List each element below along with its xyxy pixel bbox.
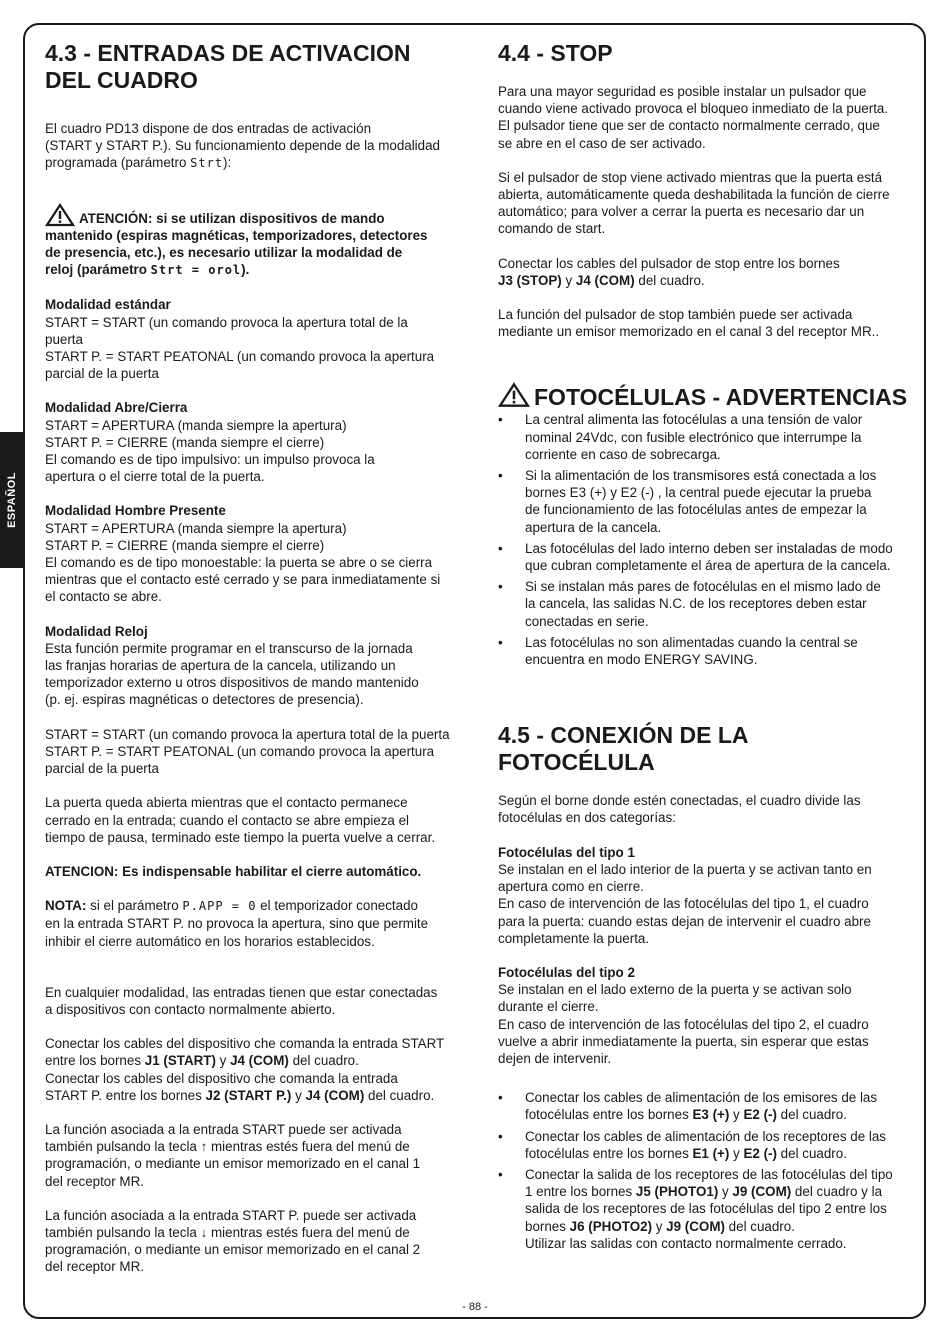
photocell-warnings-list [498,411,908,668]
photocell-warnings-title: FOTOCÉLULAS - ADVERTENCIAS [498,382,908,411]
right-column [498,40,908,1256]
s43-intro: El cuadro PD13 dispone de dos entradas de activación (START y START P.). Su funcionamiento depende de la modalidad programada (parámetro Strt): [45,121,441,171]
left-column [45,40,455,1276]
param-strt-orol: Strt = orol [150,263,242,278]
param-strt: Strt [190,156,224,171]
list-item: • Conectar los cables de alimentación de los emisores de las fotocélulas entre los bornes E3 (+) y E2 (-) del cuadro. [498,1089,908,1123]
list-item: • Conectar los cables de alimentación de los receptores de las fotocélulas entre los bornes E1 (+) y E2 (-) del cuadro. [498,1128,908,1162]
language-tab-label: ESPAÑOL [5,472,18,528]
section-4-3-title: 4.3 - ENTRADAS DE ACTIVACION DEL CUADRO [45,40,411,93]
language-tab [0,432,23,568]
s43-any-mode: En cualquier modalidad, las entradas tienen que estar conectadas a dispositivos con contacto normalmente abierto. [45,984,438,1017]
s43-dead-man: Modalidad Hombre Presente START = APERTURA (manda siempre la apertura) START P. = CIERRE (manda siempre el cierre) El comando es de tipo monoestable: la puerta se abre o se cierra mientras que el contacto esté cerrado y se para inmediatamente si el contacto se abre. [45,503,441,605]
list-item: • Las fotocélulas no son alimentadas cuando la central se encuentra en modo ENERGY SAVING. [498,634,908,668]
s43-warning: ATENCIÓN: si se utilizan dispositivos de mando mantenido (espiras magnéticas, temporizadores, detectores de presencia, etc.), es necesario utilizar la modalidad de reloj (parámetro Strt = orol). [45,203,455,280]
page-number: - 88 - [0,1301,950,1313]
photocell-connection-list [498,1089,908,1252]
list-item: • Las fotocélulas del lado interno deben ser instaladas de modo que cubran completamente el área de apertura de la cancela. [498,540,908,574]
warning-icon [498,382,530,408]
s43-standard: Modalidad estándar START = START (un comando provoca la apertura total de la puerta START P. = START PEATONAL (un comando provoca la apertura parcial de la puerta [45,297,435,382]
section-4-4-title: 4.4 - STOP [498,40,613,66]
list-item: • La central alimenta las fotocélulas a una tensión de valor nominal 24Vdc, con fusible electrónico que interrumpe la corriente en caso de sobrecarga. [498,411,908,463]
s45-body: Según el borne donde estén conectadas, el cuadro divide las fotocélulas en dos categorías: Fotocélulas del tipo 1 Se instalan en el lado interior de la puerta y se activan tanto en apertura como en cierre. En caso de intervención de las fotocélulas del tipo 1, el cuadro para la puerta: cuando estas dejan de intervenir el cuadro abre completamente la puerta. Fotocélulas del tipo 2 Se instalan en el lado externo de la puerta y se activan solo durante el cierre. En caso de intervención de las fotocélulas del tipo 2, el cuadro vuelve a abrir inmediatamente la puerta, sin esperar que estas dejen de intervenir. [498,793,872,1066]
s43-nota: NOTA: si el parámetro P.APP = 0 el temporizador conectado en la entrada START P. no provoca la apertura, sino que permite inhibir el cierre automático en los horarios establecidos. [45,898,429,949]
list-item: • Conectar la salida de los receptores de las fotocélulas del tipo 1 entre los bornes J5 (PHOTO1) y J9 (COM) del cuadro y la salida de los receptores de las fotocélulas del tipo 2 entre los bornes J6 (PHOTO2) y J9 (COM) del cuadro. Utilizar las salidas con contacto normalmente cerrado. [498,1166,908,1252]
s43-connect: Conectar los cables del dispositivo che comanda la entrada START entre los bornes J1 (START) y J4 (COM) del cuadro. Conectar los cables del dispositivo che comanda la entrada START P. entre los bornes J2 (START P.) y J4 (COM) del cuadro. [45,1036,445,1103]
s43-open-close: Modalidad Abre/Cierra START = APERTURA (manda siempre la apertura) START P. = CIERRE (manda siempre el cierre) El comando es de tipo impulsivo: un impulso provoca la apertura o el cierre total de la puerta. [45,400,375,485]
s43-function-start-p: La función asociada a la entrada START P. puede ser activada también pulsando la tecla ↓ mientras estés fuera del menú de programación, o mediante un emisor memorizado en el canal 2 del receptor MR. [45,1207,421,1275]
arrow-up-icon: ↑ [200,1139,208,1155]
s43-function-start: La función asociada a la entrada START puede ser activada también pulsando la tecla ↑ mientras estés fuera del menú de programación, o mediante un emisor memorizado en el canal 1 del receptor MR. [45,1121,421,1189]
section-4-5-title: 4.5 - CONEXIÓN DE LA FOTOCÉLULA [498,722,748,776]
s43-clock: Modalidad Reloj Esta función permite programar en el transcurso de la jornada las franjas horarias de apertura de la cancela, utilizando un temporizador externo u otros dispositivos de mando mantenido (p. ej. espiras magnéticas o detectores de presencia). START = START (un comando provoca la apertura total de la puerta START P. = START PEATONAL (un comando provoca la apertura parcial de la puerta La puerta queda abierta mientras que el contacto permanece cerrado en la entrada; cuando el contacto se abre empieza el tiempo de pausa, terminado este tiempo la puerta vuelve a cerrar. [45,623,450,845]
arrow-down-icon: ↓ [200,1224,208,1240]
list-item: • Si la alimentación de los transmisores está conectada a los bornes E3 (+) y E2 (-) , la central puede ejecutar la prueba de funcionamiento de las fotocélulas antes de empezar la apertura de la cancela. [498,467,908,536]
list-item: • Si se instalan más pares de fotocélulas en el mismo lado de la cancela, las salidas N.C. de los receptores deben estar conectadas en serie. [498,578,908,630]
param-papp: P.APP = 0 [182,899,257,914]
s43-atencion: ATENCION: Es indispensable habilitar el cierre automático. [45,863,422,879]
warning-icon [45,203,75,227]
s44-body: Para una mayor seguridad es posible instalar un pulsador que cuando viene activado provoca el bloqueo inmediato de la puerta. El pulsador tiene que ser de contacto normalmente cerrado, que se abre en el caso de ser activado. Si el pulsador de stop viene activado mientras que la puerta está abierta, automáticamente queda deshabilitada la función de cierre automático; para volver a cerrar la puerta es necesario dar un comando de start. Conectar los cables del pulsador de stop entre los bornes J3 (STOP) y J4 (COM) del cuadro. La función del pulsador de stop también puede ser activada mediante un emisor memorizado en el canal 3 del receptor MR.. [498,84,890,340]
